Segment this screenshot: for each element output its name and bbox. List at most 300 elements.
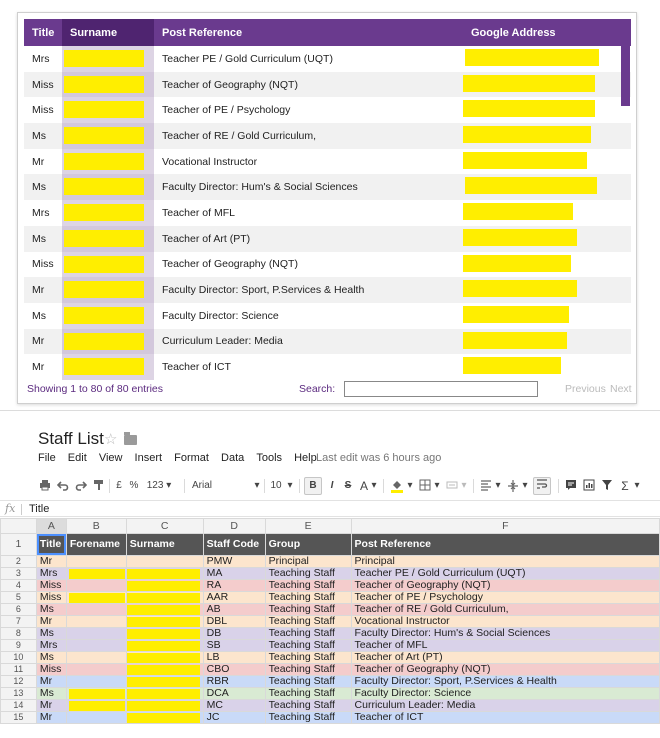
cell-group[interactable]: Teaching Staff <box>265 568 351 580</box>
redaction-highlight <box>127 677 200 687</box>
cell-staff-code[interactable]: MC <box>203 700 265 712</box>
table-row <box>24 123 631 149</box>
staff-datatable-panel <box>17 12 637 404</box>
redaction-highlight <box>127 665 200 675</box>
cell-title[interactable]: Mrs <box>36 568 66 580</box>
redaction-highlight <box>64 76 144 93</box>
cell-staff-code[interactable]: DCA <box>203 688 265 700</box>
redaction-highlight <box>463 75 595 92</box>
cell-title[interactable]: Mr <box>36 700 66 712</box>
fx-icon: fx <box>5 502 16 515</box>
cell-surname[interactable] <box>126 604 203 616</box>
cell-staff-code[interactable]: DBL <box>203 616 265 628</box>
cell-group[interactable]: Teaching Staff <box>265 676 351 688</box>
cell-post-reference[interactable]: Faculty Director: Science <box>351 688 659 700</box>
sheet-header-row <box>1 534 660 556</box>
cell-surname <box>62 252 154 278</box>
next-page-button[interactable]: Next <box>610 383 632 395</box>
comment-icon[interactable] <box>564 479 578 493</box>
header-cell-surname[interactable]: Surname <box>126 534 203 556</box>
redaction-highlight <box>64 178 144 195</box>
cell-post-reference[interactable]: Faculty Director: Hum's & Social Sciences <box>351 628 659 640</box>
cell-surname[interactable] <box>126 676 203 688</box>
cell-google-address <box>463 252 631 278</box>
search-label: Search: <box>299 383 336 395</box>
cell-google-address <box>463 226 631 252</box>
cell-post-reference[interactable]: Curriculum Leader: Media <box>351 700 659 712</box>
redaction-highlight <box>64 127 144 144</box>
menu-bar <box>38 452 326 464</box>
row-number[interactable]: 14 <box>1 700 37 712</box>
redaction-highlight <box>64 101 144 118</box>
cell-surname[interactable] <box>126 688 203 700</box>
cell-staff-code[interactable]: RA <box>203 580 265 592</box>
column-letter[interactable]: A <box>36 519 66 534</box>
star-icon[interactable]: ☆ <box>104 431 118 448</box>
cell-group[interactable]: Teaching Staff <box>265 712 351 724</box>
cell-post-reference[interactable]: Teacher of PE / Psychology <box>351 592 659 604</box>
formula-input[interactable]: Title <box>29 503 50 515</box>
cell-post-reference[interactable]: Teacher of RE / Gold Curriculum, <box>351 604 659 616</box>
cell-google-address <box>463 149 631 175</box>
chevron-down-icon[interactable]: ▾ <box>254 480 260 491</box>
cell-title: Miss <box>24 72 62 98</box>
header-cell-staff-code[interactable]: Staff Code <box>203 534 265 556</box>
redaction-highlight <box>463 152 587 169</box>
cell-google-address <box>463 329 631 355</box>
redaction-highlight <box>463 332 567 349</box>
cell-title[interactable]: Ms <box>36 688 66 700</box>
header-cell-forename[interactable]: Forename <box>66 534 126 556</box>
cell-title: Mr <box>24 149 62 175</box>
chevron-down-icon[interactable]: ▾ <box>434 480 440 491</box>
cell-forename[interactable] <box>66 664 126 676</box>
cell-title: Ms <box>24 303 62 329</box>
cell-surname[interactable] <box>126 640 203 652</box>
redaction-highlight <box>127 593 200 603</box>
cell-title[interactable]: Miss <box>36 592 66 604</box>
table-row <box>24 97 631 123</box>
cell-title: Mr <box>24 277 62 303</box>
menu-format[interactable]: Format <box>174 452 209 464</box>
table-row <box>24 200 631 226</box>
redaction-highlight <box>127 629 200 639</box>
cell-post-reference: Teacher of ICT <box>154 354 463 380</box>
row-number[interactable]: 2 <box>1 556 37 568</box>
cell-group[interactable]: Teaching Staff <box>265 604 351 616</box>
cell-post-reference[interactable]: Teacher of ICT <box>351 712 659 724</box>
percent-format-button[interactable]: % <box>129 480 139 491</box>
row-number[interactable]: 9 <box>1 640 37 652</box>
datatable-header-row <box>24 19 631 46</box>
row-number[interactable]: 3 <box>1 568 37 580</box>
number-format-dropdown[interactable]: 123 ▾ <box>146 480 172 491</box>
table-row <box>24 354 631 380</box>
cell-surname[interactable] <box>126 580 203 592</box>
redaction-highlight <box>463 255 571 272</box>
cell-post-reference[interactable]: Teacher of MFL <box>351 640 659 652</box>
redaction-highlight <box>69 689 125 699</box>
cell-surname[interactable] <box>126 664 203 676</box>
spreadsheet-window <box>0 410 660 738</box>
table-row <box>1 700 660 712</box>
cell-post-reference: Faculty Director: Hum's & Social Sciences <box>154 174 463 200</box>
cell-post-reference[interactable]: Teacher PE / Gold Curriculum (UQT) <box>351 568 659 580</box>
table-row <box>24 252 631 278</box>
filter-icon[interactable] <box>600 479 614 493</box>
column-letters-row <box>1 519 660 534</box>
cell-staff-code[interactable]: DB <box>203 628 265 640</box>
cell-forename[interactable] <box>66 700 126 712</box>
cell-post-reference: Teacher of RE / Gold Curriculum, <box>154 123 463 149</box>
menu-help[interactable]: Help <box>294 452 317 464</box>
cell-surname <box>62 123 154 149</box>
redaction-highlight <box>69 593 125 603</box>
cell-title: Mr <box>24 354 62 380</box>
cell-post-reference[interactable]: Teacher of Geography (NQT) <box>351 664 659 676</box>
table-row <box>1 652 660 664</box>
row-number[interactable]: 5 <box>1 592 37 604</box>
document-title[interactable]: Staff List <box>38 429 104 448</box>
cell-post-reference: Teacher of Art (PT) <box>154 226 463 252</box>
cell-title[interactable]: Ms <box>36 652 66 664</box>
table-row <box>1 580 660 592</box>
table-row <box>1 640 660 652</box>
table-row <box>1 592 660 604</box>
table-row <box>24 72 631 98</box>
fill-color-icon[interactable] <box>389 479 405 493</box>
cell-surname[interactable] <box>126 556 203 568</box>
toolbar <box>36 473 660 499</box>
cell-group[interactable]: Teaching Staff <box>265 628 351 640</box>
cell-surname[interactable] <box>126 568 203 580</box>
cell-surname <box>62 277 154 303</box>
table-row <box>24 303 631 329</box>
cell-forename[interactable] <box>66 676 126 688</box>
cell-forename[interactable] <box>66 556 126 568</box>
print-icon[interactable] <box>38 479 52 493</box>
redaction-highlight <box>465 49 599 66</box>
cell-staff-code[interactable]: CBO <box>203 664 265 676</box>
cell-surname <box>62 303 154 329</box>
cell-surname[interactable] <box>126 592 203 604</box>
redaction-highlight <box>127 713 200 723</box>
last-edit-status[interactable]: Last edit was 6 hours ago <box>316 452 442 464</box>
redaction-highlight <box>64 358 144 375</box>
redaction-highlight <box>463 100 595 117</box>
column-letter[interactable]: C <box>126 519 203 534</box>
table-row <box>24 174 631 200</box>
strikethrough-button[interactable]: S <box>344 480 352 491</box>
cell-group[interactable]: Teaching Staff <box>265 592 351 604</box>
cell-title[interactable]: Mr <box>36 676 66 688</box>
redaction-highlight <box>64 256 144 273</box>
paint-format-icon[interactable] <box>92 479 106 493</box>
undo-icon[interactable] <box>56 479 70 493</box>
cell-post-reference: Teacher PE / Gold Curriculum (UQT) <box>154 46 463 72</box>
row-number[interactable]: 13 <box>1 688 37 700</box>
text-color-button[interactable]: A <box>359 479 368 493</box>
chevron-down-icon[interactable]: ▾ <box>634 480 640 491</box>
datatable-footer <box>27 381 632 399</box>
redaction-highlight <box>463 357 561 374</box>
staff-datatable <box>24 19 631 380</box>
cell-surname <box>62 174 154 200</box>
cell-title[interactable]: Miss <box>36 664 66 676</box>
cell-forename[interactable] <box>66 604 126 616</box>
column-letter[interactable]: F <box>351 519 659 534</box>
cell-surname <box>62 226 154 252</box>
cell-group[interactable]: Teaching Staff <box>265 616 351 628</box>
redaction-highlight <box>64 333 144 350</box>
italic-button[interactable]: I <box>330 480 334 491</box>
cell-title: Ms <box>24 123 62 149</box>
table-row <box>24 226 631 252</box>
cell-forename[interactable] <box>66 580 126 592</box>
redaction-highlight <box>69 569 125 579</box>
chevron-down-icon[interactable]: ▾ <box>495 480 501 491</box>
functions-icon[interactable]: Σ <box>621 479 629 493</box>
cell-post-reference: Faculty Director: Science <box>154 303 463 329</box>
wrap-text-icon[interactable] <box>533 477 551 495</box>
cell-title[interactable]: Ms <box>36 604 66 616</box>
cell-title[interactable]: Miss <box>36 580 66 592</box>
cell-group[interactable]: Teaching Staff <box>265 580 351 592</box>
cell-forename[interactable] <box>66 712 126 724</box>
cell-staff-code[interactable]: JC <box>203 712 265 724</box>
table-row <box>24 329 631 355</box>
column-header-title[interactable]: Title <box>24 19 62 46</box>
cell-title[interactable]: Ms <box>36 628 66 640</box>
cell-google-address <box>463 72 631 98</box>
cell-title[interactable]: Mr <box>36 616 66 628</box>
header-cell-group[interactable]: Group <box>265 534 351 556</box>
menu-tools[interactable]: Tools <box>256 452 283 464</box>
cell-surname <box>62 46 154 72</box>
vertical-align-icon[interactable] <box>506 479 520 493</box>
cell-title: Mr <box>24 329 62 355</box>
cell-forename[interactable] <box>66 640 126 652</box>
scrollbar-thumb[interactable] <box>621 46 630 106</box>
align-icon[interactable] <box>479 479 493 493</box>
column-letter[interactable]: E <box>265 519 351 534</box>
redaction-highlight <box>463 126 591 143</box>
cell-surname[interactable] <box>126 628 203 640</box>
cell-group[interactable]: Teaching Staff <box>265 640 351 652</box>
column-header-surname[interactable]: Surname <box>62 19 154 46</box>
search-input[interactable] <box>344 381 538 397</box>
cell-staff-code[interactable]: RBR <box>203 676 265 688</box>
cell-google-address <box>463 123 631 149</box>
redaction-highlight <box>64 281 144 298</box>
cell-forename[interactable] <box>66 628 126 640</box>
chevron-down-icon[interactable]: ▾ <box>371 480 377 491</box>
table-row <box>1 688 660 700</box>
cell-post-reference[interactable]: Teacher of Art (PT) <box>351 652 659 664</box>
redaction-highlight <box>463 203 573 220</box>
formula-bar <box>0 500 660 517</box>
cell-surname[interactable] <box>126 652 203 664</box>
cell-staff-code[interactable]: MA <box>203 568 265 580</box>
row-number[interactable]: 7 <box>1 616 37 628</box>
chevron-down-icon[interactable]: ▾ <box>407 480 413 491</box>
cell-surname <box>62 354 154 380</box>
bold-button[interactable]: B <box>304 477 322 495</box>
cell-forename[interactable] <box>66 592 126 604</box>
chevron-down-icon[interactable]: ▾ <box>461 480 467 491</box>
cell-post-reference: Teacher of Geography (NQT) <box>154 252 463 278</box>
chevron-down-icon[interactable]: ▾ <box>522 480 528 491</box>
cell-title[interactable]: Mr <box>36 712 66 724</box>
menu-data[interactable]: Data <box>221 452 245 464</box>
redaction-highlight <box>64 50 144 67</box>
table-row <box>1 568 660 580</box>
redo-icon[interactable] <box>74 479 88 493</box>
insert-chart-icon[interactable] <box>582 479 596 493</box>
cell-title: Ms <box>24 174 62 200</box>
cell-surname[interactable] <box>126 616 203 628</box>
cell-post-reference[interactable]: Teacher of Geography (NQT) <box>351 580 659 592</box>
cell-surname[interactable] <box>126 712 203 724</box>
table-row <box>1 664 660 676</box>
cell-surname <box>62 72 154 98</box>
cell-post-reference[interactable]: Faculty Director: Sport, P.Services & Health <box>351 676 659 688</box>
cell-group[interactable]: Teaching Staff <box>265 664 351 676</box>
cell-title: Ms <box>24 226 62 252</box>
header-cell-title[interactable]: Title <box>36 534 66 556</box>
table-row <box>1 616 660 628</box>
cell-post-reference: Teacher of MFL <box>154 200 463 226</box>
table-row <box>1 712 660 724</box>
cell-forename[interactable] <box>66 652 126 664</box>
redaction-highlight <box>64 153 144 170</box>
redaction-highlight <box>127 617 200 627</box>
column-letter[interactable]: B <box>66 519 126 534</box>
cell-google-address <box>463 46 631 72</box>
cell-post-reference[interactable]: Vocational Instructor <box>351 616 659 628</box>
cell-post-reference: Vocational Instructor <box>154 149 463 175</box>
font-family-dropdown[interactable]: Arial <box>192 480 213 491</box>
cell-staff-code[interactable]: LB <box>203 652 265 664</box>
cell-surname <box>62 329 154 355</box>
cell-google-address <box>463 174 631 200</box>
row-number[interactable]: 6 <box>1 604 37 616</box>
table-row <box>24 46 631 72</box>
redaction-highlight <box>127 569 200 579</box>
cell-surname <box>62 200 154 226</box>
header-cell-post-reference[interactable]: Post Reference <box>351 534 659 556</box>
cell-post-reference[interactable]: Principal <box>351 556 659 568</box>
menu-edit[interactable]: Edit <box>67 452 87 464</box>
menu-file[interactable]: File <box>38 452 56 464</box>
row-number[interactable]: 8 <box>1 628 37 640</box>
row-number[interactable]: 10 <box>1 652 37 664</box>
cell-surname <box>62 149 154 175</box>
column-header-google-address[interactable]: Google Address <box>463 19 631 46</box>
cell-google-address <box>463 303 631 329</box>
menu-insert[interactable]: Insert <box>134 452 163 464</box>
cell-forename[interactable] <box>66 688 126 700</box>
row-number[interactable]: 1 <box>1 534 37 556</box>
cell-google-address <box>463 97 631 123</box>
cell-post-reference: Teacher of Geography (NQT) <box>154 72 463 98</box>
table-row <box>1 556 660 568</box>
cell-post-reference: Teacher of PE / Psychology <box>154 97 463 123</box>
select-all-corner[interactable] <box>1 519 37 534</box>
redaction-highlight <box>463 229 577 246</box>
cell-forename[interactable] <box>66 616 126 628</box>
cell-staff-code[interactable]: AAR <box>203 592 265 604</box>
cell-title: Mrs <box>24 46 62 72</box>
redaction-highlight <box>127 689 200 699</box>
currency-format-button[interactable]: £ <box>116 480 122 491</box>
redaction-highlight <box>69 701 125 711</box>
redaction-highlight <box>64 204 144 221</box>
cell-group[interactable]: Principal <box>265 556 351 568</box>
column-letter[interactable]: D <box>203 519 265 534</box>
font-size-dropdown[interactable]: 10 <box>270 480 282 491</box>
cell-google-address <box>463 354 631 380</box>
cell-surname <box>62 97 154 123</box>
cell-title[interactable]: Mrs <box>36 640 66 652</box>
row-number[interactable]: 15 <box>1 712 37 724</box>
cell-group[interactable]: Teaching Staff <box>265 688 351 700</box>
table-row <box>24 277 631 303</box>
cell-surname[interactable] <box>126 700 203 712</box>
cell-forename[interactable] <box>66 568 126 580</box>
sheet-grid <box>0 518 660 724</box>
cell-google-address <box>463 277 631 303</box>
cell-title: Mrs <box>24 200 62 226</box>
redaction-highlight <box>127 605 200 615</box>
redaction-highlight <box>463 280 577 297</box>
entries-info: Showing 1 to 80 of 80 entries <box>27 383 164 395</box>
redaction-highlight <box>127 641 200 651</box>
table-row <box>1 676 660 688</box>
merge-cells-icon[interactable] <box>445 479 459 493</box>
chevron-down-icon[interactable]: ▾ <box>287 480 293 491</box>
redaction-highlight <box>127 653 200 663</box>
menu-view[interactable]: View <box>98 452 123 464</box>
cell-group[interactable]: Teaching Staff <box>265 652 351 664</box>
cell-staff-code[interactable]: SB <box>203 640 265 652</box>
cell-post-reference: Curriculum Leader: Media <box>154 329 463 355</box>
cell-staff-code[interactable]: PMW <box>203 556 265 568</box>
row-number[interactable]: 4 <box>1 580 37 592</box>
borders-icon[interactable] <box>418 479 432 493</box>
cell-title[interactable]: Mr <box>36 556 66 568</box>
redaction-highlight <box>127 701 200 711</box>
table-row <box>1 604 660 616</box>
table-row <box>24 149 631 175</box>
redaction-highlight <box>463 306 569 323</box>
cell-group[interactable]: Teaching Staff <box>265 700 351 712</box>
cell-title: Miss <box>24 252 62 278</box>
redaction-highlight <box>127 581 200 591</box>
row-number[interactable]: 12 <box>1 676 37 688</box>
folder-icon[interactable] <box>124 435 137 445</box>
redaction-highlight <box>465 177 597 194</box>
redaction-highlight <box>64 307 144 324</box>
cell-google-address <box>463 200 631 226</box>
previous-page-button[interactable]: Previous <box>565 383 606 395</box>
column-header-post-reference[interactable]: Post Reference <box>154 19 463 46</box>
row-number[interactable]: 11 <box>1 664 37 676</box>
table-row <box>1 628 660 640</box>
cell-staff-code[interactable]: AB <box>203 604 265 616</box>
cell-title: Miss <box>24 97 62 123</box>
cell-post-reference: Faculty Director: Sport, P.Services & Health <box>154 277 463 303</box>
